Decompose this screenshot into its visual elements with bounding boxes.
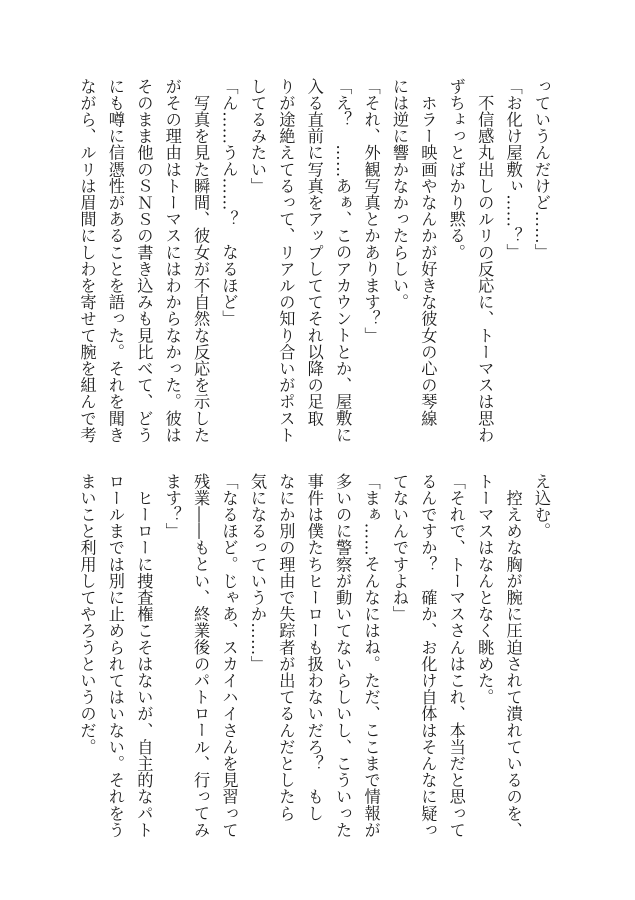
- text-line: がその理由はトーマスにはわからなかった。彼は: [162, 78, 182, 444]
- upper-text-block: [72, 78, 555, 444]
- text-line: 気になるっていうか……」: [247, 473, 267, 673]
- text-line: ロールまでは別に止められてはいない。それをう: [105, 473, 125, 839]
- text-line: ながら、ルリは眉間にしわを寄せて腕を組んで考: [77, 78, 97, 444]
- text-line: 「え？ ……あぁ、このアカウントとか、屋敷に: [333, 78, 353, 444]
- text-line: 「お化け屋敷ぃ……？」: [503, 78, 523, 261]
- text-line: 入る直前に写真をアップしててそれ以降の足取: [304, 78, 324, 427]
- text-line: 「なるほど。じゃあ、スカイハイさんを見習って: [219, 473, 239, 839]
- text-line: りが途絶えてるって、リアルの知り合いがポスト: [276, 78, 296, 444]
- lower-text-block: [72, 473, 555, 839]
- text-line: そのまま他のＳＮＳの書き込みも見比べて、どう: [134, 78, 154, 444]
- text-line: 残業――もとい、終業後のパトロール、行ってみ: [191, 473, 211, 839]
- text-line: なにか別の理由で失踪者が出てるんだとしたら: [276, 473, 296, 822]
- text-line: には逆に響かなかったらしい。: [389, 78, 409, 311]
- text-line: 「それ、外観写真とかあります？」: [361, 78, 381, 344]
- text-line: にも噂に信憑性があることを語った。それを聞き: [105, 78, 125, 444]
- text-line: トーマスはなんとなく眺めた。: [475, 473, 495, 706]
- text-line: え込む。: [532, 473, 551, 540]
- text-line: っていうんだけど……」: [532, 78, 551, 261]
- text-line: まいこと利用してやろうというのだ。: [77, 473, 97, 756]
- text-line: 事件は僕たちヒーローも扱わないだろ？ もし: [304, 473, 324, 822]
- text-line: 「まぁ……そんなにはね。ただ、ここまで情報が: [361, 473, 381, 839]
- text-line: 「ん……うん……？ なるほど」: [219, 78, 239, 327]
- text-line: してるみたい」: [247, 78, 267, 195]
- text-line: 写真を見た瞬間、彼女が不自然な反応を示した: [191, 78, 211, 444]
- text-line: 「それで、トーマスさんはこれ、本当だと思って: [446, 473, 466, 839]
- text-line: ヒーローに捜査権こそはないが、自主的なパト: [134, 473, 154, 839]
- text-line: 不信感丸出しのルリの反応に、トーマスは思わ: [475, 78, 495, 444]
- text-line: るんですか？ 確か、お化け自体はそんなに疑っ: [418, 473, 438, 839]
- text-line: ホラー映画やなんかが好きな彼女の心の琴線: [418, 78, 438, 427]
- text-line: 多いのに警察が動いてないらしいし、こういった: [333, 473, 353, 839]
- text-line: てないんですよね」: [389, 473, 409, 623]
- text-line: ずちょっとばかり黙る。: [446, 78, 466, 261]
- text-line: ます？」: [162, 473, 182, 540]
- text-line: 控えめな胸が腕に圧迫されて潰れているのを、: [503, 473, 523, 839]
